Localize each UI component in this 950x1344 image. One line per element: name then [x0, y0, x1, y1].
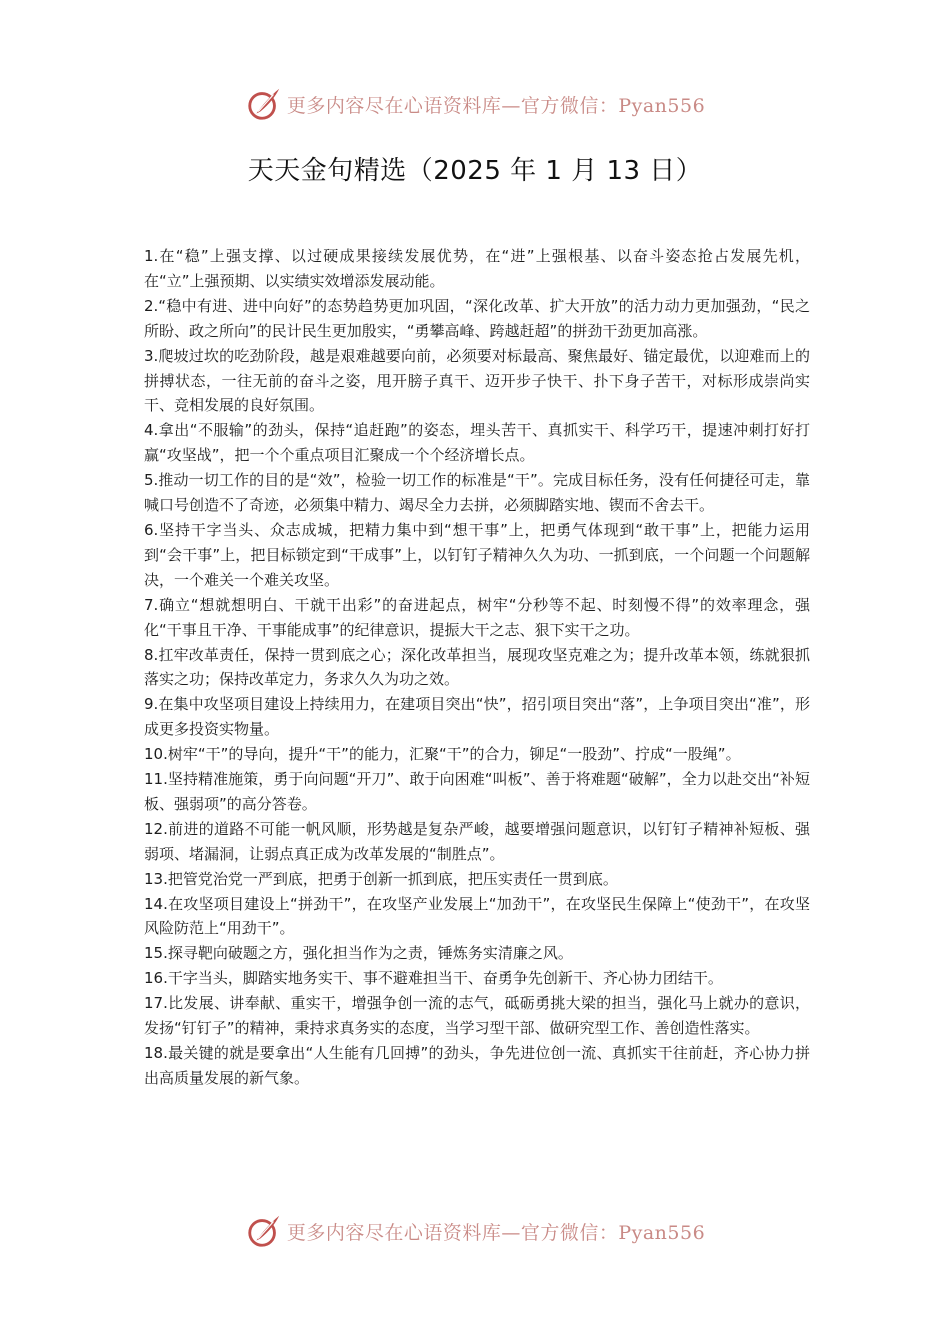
list-item: 2.“稳中有进、进中向好”的态势趋势更加巩固，“深化改革、扩大开放”的活力动力更加强劲，“民之所盼、政之所向”的民计民生更加殷实，“勇攀高峰、跨越赶超”的拼劲干劲更加高涨。 [144, 296, 810, 340]
footer-banner [0, 1211, 950, 1251]
quote-list [144, 244, 810, 1091]
banner-text: 更多内容尽在心语资料库—官方微信：Pyan556 [286, 1221, 706, 1244]
list-item: 11.坚持精准施策，勇于向问题“开刀”、敢于向困难“叫板”、善于将难题“破解”，全力以赴交出“补短板、强弱项”的高分答卷。 [144, 770, 810, 813]
list-item: 1.在“稳”上强支撑、以过硬成果接续发展优势，在“进”上强根基、以奋斗姿态抢占发展先机，在“立”上强预期、以实绩实效增添发展动能。 [144, 247, 810, 290]
list-item: 17.比发展、讲奉献、重实干，增强争创一流的志气，砥砺勇挑大梁的担当，强化马上就办的意识，发扬“钉钉子”的精神，秉持求真务实的态度，当学习型干部、做研究型工作、善创造性落实。 [144, 994, 810, 1038]
list-item: 10.树牢“干”的导向，提升“干”的能力，汇聚“干”的合力，铆足“一股劲”、拧成“一股绳”。 [144, 745, 741, 764]
page-title: 天天金句精选（2025 年 1 月 13 日） [247, 156, 703, 186]
quill-pen-circle-icon [245, 1212, 283, 1250]
list-item: 8.扛牢改革责任，保持一贯到底之心；深化改革担当，展现攻坚克难之为；提升改革本领，练就狠抓落实之功；保持改革定力，务求久久为功之效。 [144, 645, 810, 689]
list-item: 7.确立“想就想明白、干就干出彩”的奋进起点，树牢“分秒等不起、时刻慢不得”的效率理念，强化“干事且干净、干事能成事”的纪律意识，提振大干之志、狠下实干之功。 [144, 595, 810, 639]
list-item: 13.把管党治党一严到底，把勇于创新一抓到底，把压实责任一贯到底。 [144, 869, 618, 888]
banner-text: 更多内容尽在心语资料库—官方微信：Pyan556 [286, 94, 706, 117]
header-banner [0, 84, 950, 124]
list-item: 18.最关键的就是要拿出“人生能有几回搏”的劲头，争先进位创一流、真抓实干往前赶，齐心协力拼出高质量发展的新气象。 [144, 1044, 810, 1087]
list-item: 14.在攻坚项目建设上“拼劲干”，在攻坚产业发展上“加劲干”，在攻坚民生保障上“使劲干”，在攻坚风险防范上“用劲干”。 [144, 894, 810, 938]
quill-pen-circle-icon [245, 85, 283, 123]
list-item: 15.探寻靶向破题之方，强化担当作为之责，锤炼务实清廉之风。 [144, 944, 573, 963]
list-item: 6.坚持干字当头、众志成城，把精力集中到“想干事”上，把勇气体现到“敢干事”上，把能力运用到“会干事”上，把目标锁定到“干成事”上，以钉钉子精神久久为功、一抓到底，一个问题一个问题解决，一个难关一个难关攻坚。 [144, 520, 810, 589]
list-item: 12.前进的道路不可能一帆风顺，形势越是复杂严峻，越要增强问题意识，以钉钉子精神补短板、强弱项、堵漏洞，让弱点真正成为改革发展的“制胜点”。 [144, 819, 810, 863]
list-item: 4.拿出“不服输”的劲头，保持“追赶跑”的姿态，埋头苦干、真抓实干、科学巧干，提速冲刺打好打赢“攻坚战”，把一个个重点项目汇聚成一个个经济增长点。 [144, 421, 810, 465]
list-item: 16.干字当头，脚踏实地务实干、事不避难担当干、奋勇争先创新干、齐心协力团结干。 [144, 969, 723, 988]
list-item: 3.爬坡过坎的吃劲阶段，越是艰难越要向前，必须要对标最高、聚焦最好、锚定最优，以迎难而上的拼搏状态，一往无前的奋斗之姿，甩开膀子真干、迈开步子快干、扑下身子苦干，对标形成崇尚实干、竞相发展的良好氛围。 [144, 346, 810, 415]
list-item: 5.推动一切工作的目的是“效”，检验一切工作的标准是“干”。完成目标任务，没有任何捷径可走，靠喊口号创造不了奇迹，必须集中精力、竭尽全力去拼，必须脚踏实地、锲而不舍去干。 [144, 471, 810, 515]
list-item: 9.在集中攻坚项目建设上持续用力，在建项目突出“快”，招引项目突出“落”，上争项目突出“准”，形成更多投资实物量。 [144, 695, 810, 739]
